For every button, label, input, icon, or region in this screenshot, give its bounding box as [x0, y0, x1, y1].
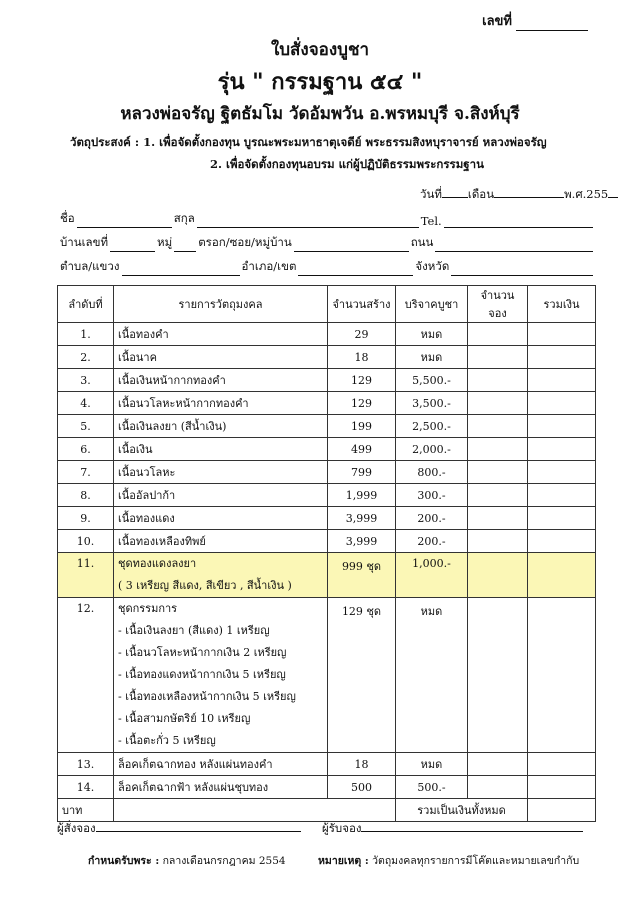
row-price: 2,500.- [396, 415, 468, 438]
row-total-field[interactable] [528, 776, 596, 799]
row-qty: 999 ชุด [328, 553, 396, 598]
row-item: เนื้อเงินลงยา (สีน้ำเงิน) [114, 415, 328, 438]
table-row [58, 753, 596, 776]
sub-item: - เนื้อทองเหลืองหน้ากากเงิน 5 เหรียญ [118, 690, 296, 703]
row-qty: 18 [328, 753, 396, 776]
table-row [58, 484, 596, 507]
table-row [58, 776, 596, 799]
row-price: 1,000.- [396, 553, 468, 598]
table-row-highlighted [58, 553, 596, 598]
row-item: เนื้อเงิน [114, 438, 328, 461]
row-price: หมด [396, 323, 468, 346]
subdistrict-label: ตำบล/แขวง [60, 259, 120, 273]
row-item: เนื้อทองแดง [114, 507, 328, 530]
row-price: หมด [396, 753, 468, 776]
table-row [58, 415, 596, 438]
row-qty: 500 [328, 776, 396, 799]
receive-value: กลางเดือนกรกฎาคม 2554 [162, 855, 286, 867]
row-no: 6. [58, 438, 114, 461]
row-order-field[interactable] [468, 346, 528, 369]
table-header-row [58, 286, 596, 323]
row-total-field[interactable] [528, 392, 596, 415]
row-qty: 3,999 [328, 530, 396, 553]
receiver-label: ผู้รับจอง [322, 821, 362, 835]
row-order-field[interactable] [468, 392, 528, 415]
objective-1-text: 1. เพื่อจัดตั้งกองทุน บูรณะพระมหาธาตุเจดีย์ พระธรรมสิงหบุราจารย์ หลวงพ่อจรัญ [143, 135, 547, 149]
note-value: วัตถุมงคลทุกรายการมีโค๊ตและหมายเลขกำกับ [372, 855, 580, 867]
items-table [57, 285, 596, 822]
surname-label: สกุล [173, 211, 195, 225]
baht-text-field[interactable] [114, 799, 396, 822]
row-order-field[interactable] [468, 369, 528, 392]
row-qty: 18 [328, 346, 396, 369]
surname-field[interactable] [197, 216, 419, 228]
row-no: 9. [58, 507, 114, 530]
row-order-field[interactable] [468, 753, 528, 776]
note-label: หมายเหตุ : [318, 855, 369, 867]
house-label: บ้านเลขที่ [60, 235, 109, 249]
row-price: 300.- [396, 484, 468, 507]
document-number-field[interactable] [516, 18, 588, 31]
date-line [420, 186, 618, 204]
row-price: หมด [396, 598, 468, 753]
row-item: เนื้อเงินหน้ากากทองคำ [114, 369, 328, 392]
moo-field[interactable] [174, 240, 196, 252]
form-title: ใบสั่งจองบูชา [270, 40, 370, 60]
row-no: 1. [58, 323, 114, 346]
row-total-field[interactable] [528, 753, 596, 776]
month-field[interactable] [494, 186, 564, 198]
sub-item: - เนื้อเงินลงยา (สีแดง) 1 เหรียญ [118, 624, 270, 637]
col-header-price: บริจาคบูชา [396, 286, 468, 323]
row-qty: 29 [328, 323, 396, 346]
road-label: ถนน [410, 235, 434, 249]
district-label: อำเภอ/เขต [241, 259, 297, 273]
row-total-field[interactable] [528, 438, 596, 461]
sub-item: - เนื้อนวโลหะหน้ากากเงิน 2 เหรียญ [118, 646, 287, 659]
orderer-field[interactable] [96, 820, 301, 832]
row-total-field[interactable] [528, 507, 596, 530]
table-row [58, 369, 596, 392]
date-label: วันที่ [420, 187, 442, 201]
row-price: 800.- [396, 461, 468, 484]
col-header-order: จำนวนจอง [468, 286, 528, 323]
row-no: 10. [58, 530, 114, 553]
row-no: 5. [58, 415, 114, 438]
row-no: 4. [58, 392, 114, 415]
row-item: ล็อคเก็ตฉากทอง หลังแผ่นทองคำ [114, 753, 328, 776]
tel-field[interactable] [444, 216, 593, 228]
receive-label: กำหนดรับพระ : [88, 855, 160, 867]
row-total-field[interactable] [528, 530, 596, 553]
orderer-signature [57, 820, 301, 838]
receive-date-note [88, 852, 286, 869]
sub-item: - เนื้อทองแดงหน้ากากเงิน 5 เหรียญ [118, 668, 286, 681]
row-order-field[interactable] [468, 323, 528, 346]
row-item: เนื้อนวโลหะ [114, 461, 328, 484]
row-order-field[interactable] [468, 553, 528, 598]
row-order-field[interactable] [468, 461, 528, 484]
row-item: ล็อคเก็ตฉากฟ้า หลังแผ่นชุบทอง [114, 776, 328, 799]
province-field[interactable] [451, 264, 593, 276]
temple-subtitle: หลวงพ่อจรัญ ฐิตธัมโม วัดอัมพวัน อ.พรหมบุรี จ.สิงห์บุรี [120, 104, 520, 124]
year-field[interactable] [608, 186, 618, 198]
row-order-field[interactable] [468, 507, 528, 530]
document-number [482, 10, 588, 31]
row-price: 200.- [396, 530, 468, 553]
row-order-field[interactable] [468, 776, 528, 799]
table-row [58, 598, 596, 753]
row-total-field[interactable] [528, 598, 596, 753]
objective-2: 2. เพื่อจัดตั้งกองทุนอบรม แก่ผู้ปฏิบัติธรรมพระกรรมฐาน [210, 157, 484, 171]
row-total-field[interactable] [528, 484, 596, 507]
row-no: 7. [58, 461, 114, 484]
name-field[interactable] [77, 216, 172, 228]
row-item-main: ชุดทองแดงลงยา [118, 557, 197, 570]
soi-label: ตรอก/ซอย/หมู่บ้าน [198, 235, 292, 249]
series-title: รุ่น " กรรมฐาน ๕๔ " [217, 69, 423, 95]
receiver-field[interactable] [361, 820, 583, 832]
table-row [58, 323, 596, 346]
row-no: 14. [58, 776, 114, 799]
row-item: เนื้อนาค [114, 346, 328, 369]
baht-label: บาท [58, 799, 114, 822]
total-label: รวมเป็นเงินทั้งหมด [396, 799, 528, 822]
col-header-no: ลำดับที่ [58, 286, 114, 323]
objective-label: วัตถุประสงค์ : [70, 135, 140, 149]
row-qty: 3,999 [328, 507, 396, 530]
table-row [58, 530, 596, 553]
row-qty: 129 [328, 369, 396, 392]
row-qty: 199 [328, 415, 396, 438]
row-item [114, 553, 328, 598]
location-row [60, 258, 595, 276]
row-order-field[interactable] [468, 484, 528, 507]
remark-note [318, 852, 579, 869]
road-field[interactable] [435, 240, 593, 252]
row-item: เนื้อนวโลหะหน้ากากทองคำ [114, 392, 328, 415]
month-label: เดือน [467, 187, 495, 201]
row-no: 11. [58, 553, 114, 598]
col-header-item: รายการวัตถุมงคล [114, 286, 328, 323]
row-order-field[interactable] [468, 530, 528, 553]
house-field[interactable] [110, 240, 155, 252]
table-row [58, 461, 596, 484]
row-total-field[interactable] [528, 323, 596, 346]
document-number-label: เลขที่ [482, 14, 512, 29]
row-qty: 129 ชุด [328, 598, 396, 753]
orderer-label: ผู้สั่งจอง [57, 821, 96, 835]
table-row [58, 438, 596, 461]
row-price: 500.- [396, 776, 468, 799]
row-price: 200.- [396, 507, 468, 530]
row-item-sub: ( 3 เหรียญ สีแดง, สีเขียว , สีน้ำเงิน ) [118, 579, 292, 592]
row-total-field[interactable] [528, 369, 596, 392]
row-no: 8. [58, 484, 114, 507]
row-item: เนื้อทองคำ [114, 323, 328, 346]
address-row [60, 234, 595, 252]
row-qty: 129 [328, 392, 396, 415]
row-order-field[interactable] [468, 415, 528, 438]
row-qty: 1,999 [328, 484, 396, 507]
sub-item: - เนื้อตะกั่ว 5 เหรียญ [118, 734, 216, 747]
col-header-qty: จำนวนสร้าง [328, 286, 396, 323]
objective-1 [70, 134, 547, 152]
row-item-main: ชุดกรรมการ [118, 602, 178, 615]
name-row [60, 210, 595, 228]
row-no: 12. [58, 598, 114, 753]
sub-item: - เนื้อสามกษัตริย์ 10 เหรียญ [118, 712, 251, 725]
name-label: ชื่อ [60, 211, 75, 225]
row-item [114, 598, 328, 753]
row-order-field[interactable] [468, 438, 528, 461]
subdistrict-field[interactable] [122, 264, 240, 276]
district-field[interactable] [298, 264, 413, 276]
row-price: 5,500.- [396, 369, 468, 392]
receiver-signature [322, 820, 583, 838]
row-qty: 499 [328, 438, 396, 461]
row-qty: 799 [328, 461, 396, 484]
row-price: หมด [396, 346, 468, 369]
table-row [58, 507, 596, 530]
table-row [58, 346, 596, 369]
moo-label: หมู่ [157, 235, 173, 249]
row-price: 2,000.- [396, 438, 468, 461]
row-no: 3. [58, 369, 114, 392]
tel-label: Tel. [420, 214, 442, 228]
year-label: พ.ศ.255 [564, 187, 609, 201]
row-order-field[interactable] [468, 598, 528, 753]
row-no: 2. [58, 346, 114, 369]
table-row [58, 392, 596, 415]
row-total-field[interactable] [528, 415, 596, 438]
grand-total-field[interactable] [528, 799, 596, 822]
row-no: 13. [58, 753, 114, 776]
row-item: เนื้ออัลปาก้า [114, 484, 328, 507]
total-row [58, 799, 596, 822]
row-total-field[interactable] [528, 553, 596, 598]
row-price: 3,500.- [396, 392, 468, 415]
col-header-total: รวมเงิน [528, 286, 596, 323]
row-item: เนื้อทองเหลืองทิพย์ [114, 530, 328, 553]
row-total-field[interactable] [528, 461, 596, 484]
date-field[interactable] [442, 186, 468, 198]
province-label: จังหวัด [415, 259, 450, 273]
soi-field[interactable] [294, 240, 409, 252]
row-total-field[interactable] [528, 346, 596, 369]
